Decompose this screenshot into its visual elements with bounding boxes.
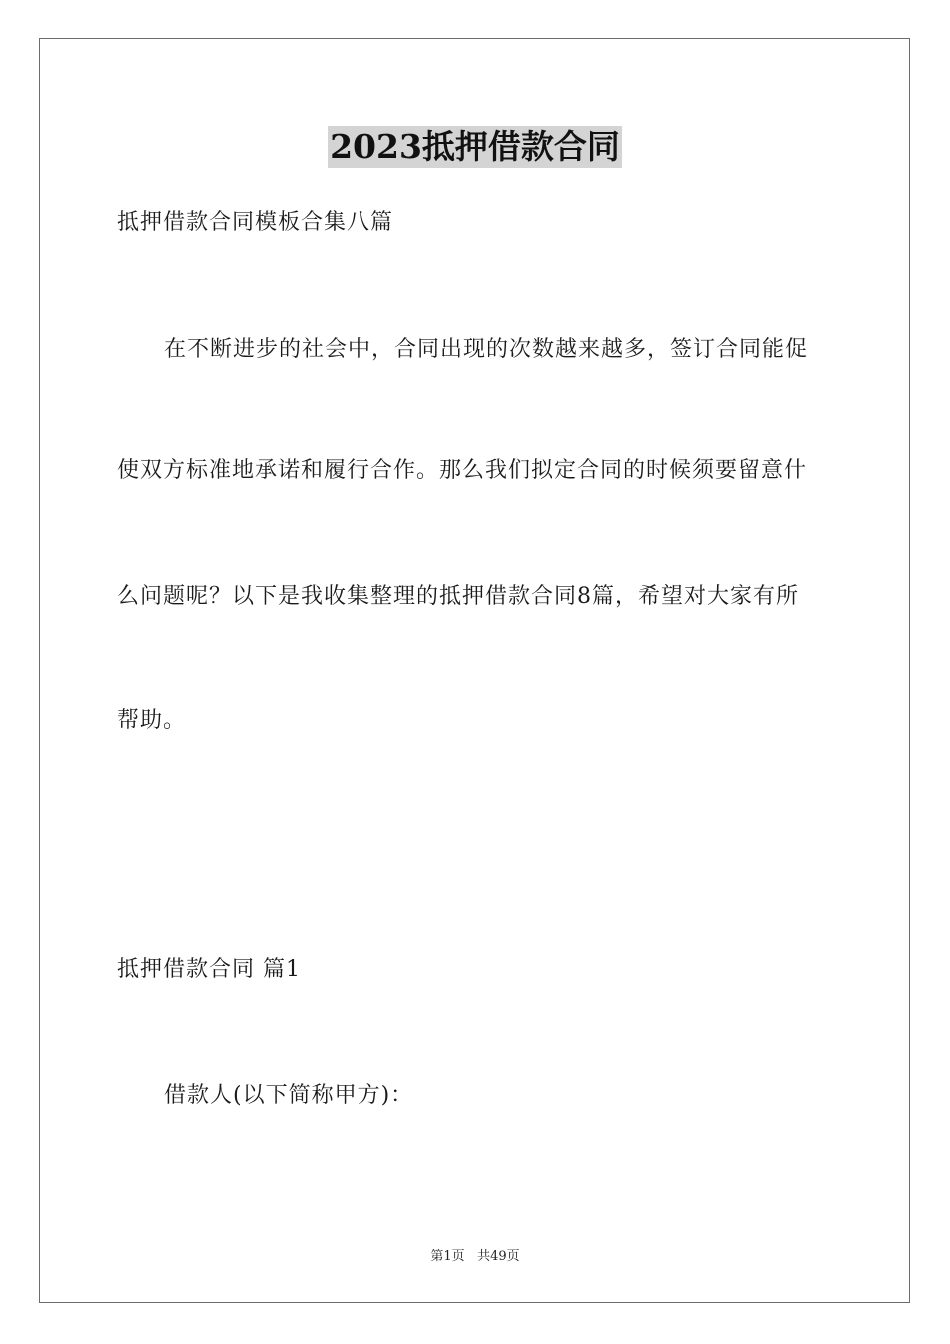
intro-line-3: 么问题呢？以下是我收集整理的抵押借款合同8篇，希望对大家有所: [117, 584, 799, 609]
document-title: 2023抵押借款合同: [330, 127, 620, 166]
section-heading: 抵押借款合同 篇1: [117, 957, 301, 982]
document-subtitle: 抵押借款合同模板合集八篇: [117, 210, 394, 235]
intro-line-1: 在不断进步的社会中，合同出现的次数越来越多，签订合同能促: [164, 337, 809, 362]
page-number: 第1页: [430, 1249, 465, 1264]
title-container: [0, 126, 950, 168]
borrower-line: 借款人(以下简称甲方)：: [164, 1083, 414, 1108]
page-total: 共49页: [477, 1249, 520, 1264]
intro-line-2: 使双方标准地承诺和履行合作。那么我们拟定合同的时候须要留意什: [117, 458, 808, 483]
intro-line-4: 帮助。: [117, 708, 187, 733]
page-footer: [0, 1248, 950, 1266]
